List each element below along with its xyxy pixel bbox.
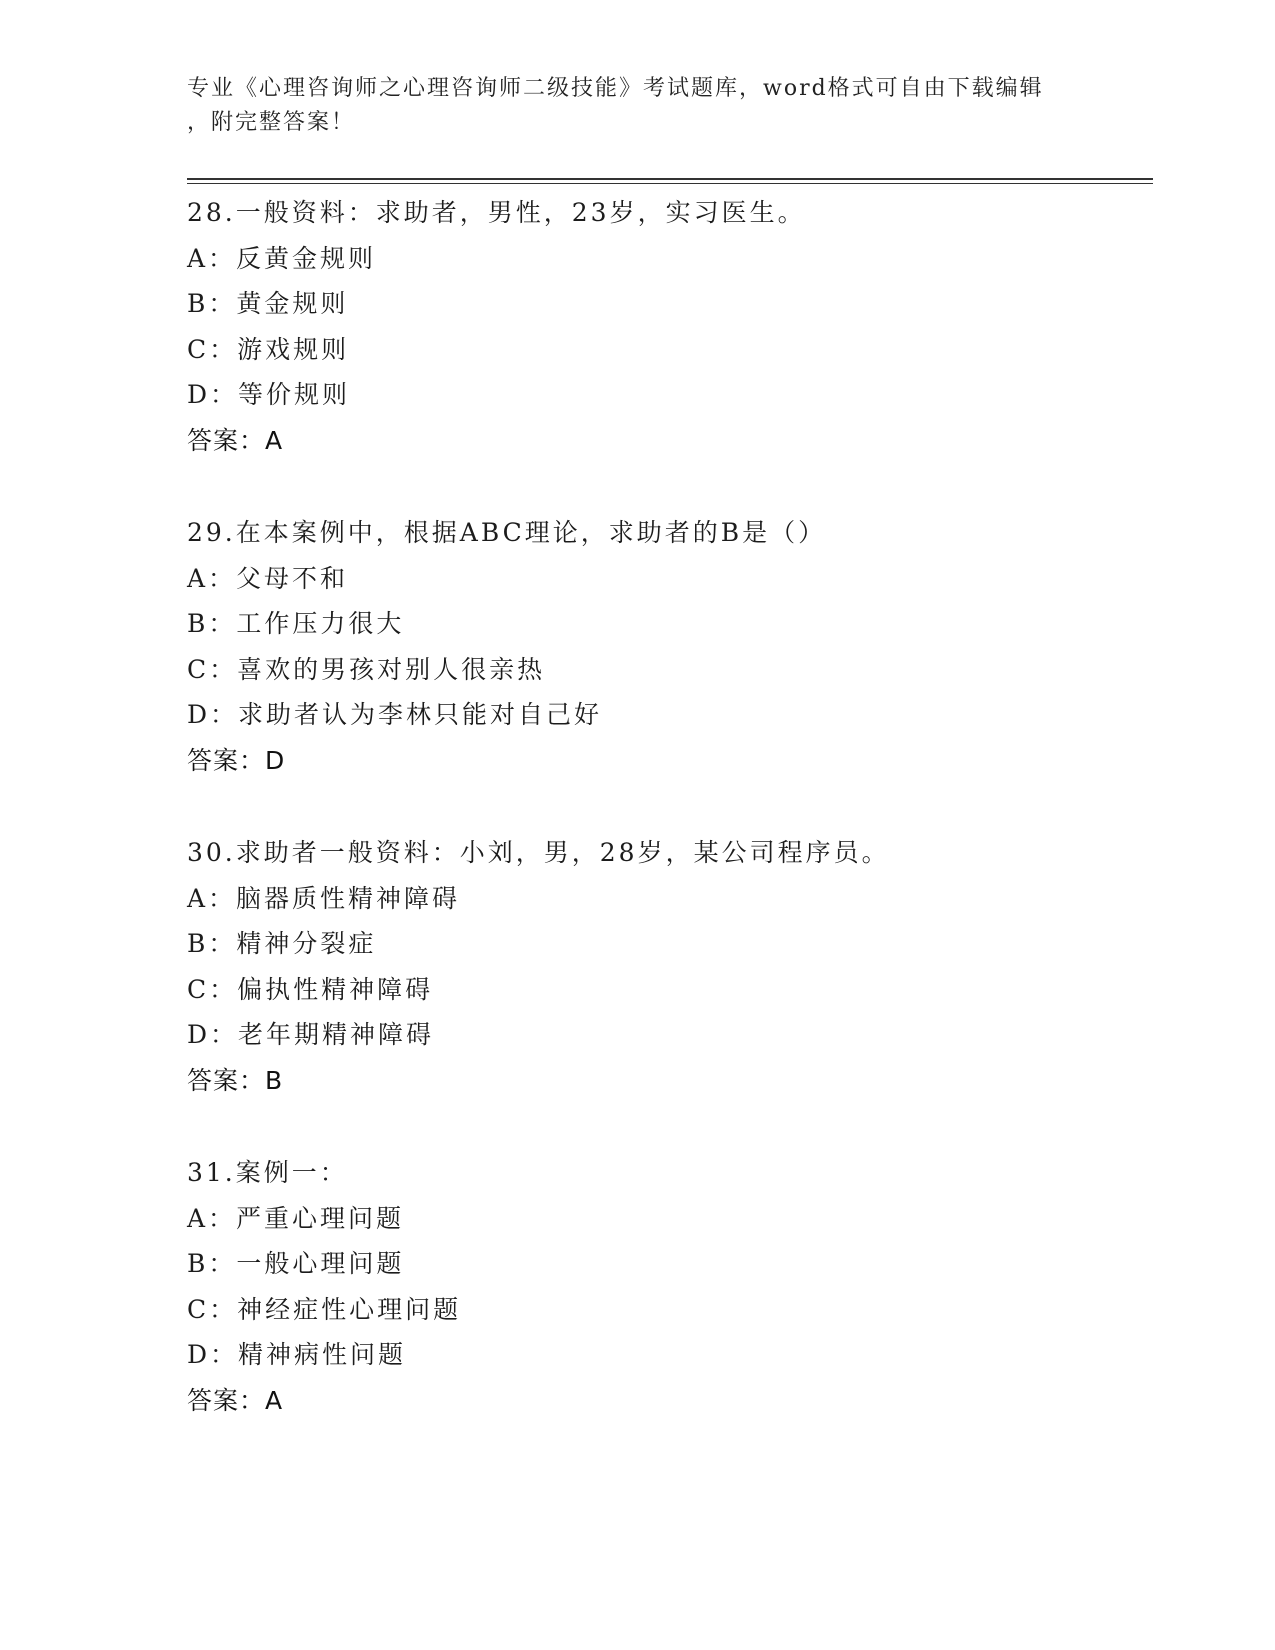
option-a: A：父母不和: [187, 563, 349, 593]
question-30: [187, 830, 1147, 1150]
question-28: [187, 190, 1147, 510]
option-b: B：工作压力很大: [187, 609, 405, 638]
answer-label: 答案：D: [187, 745, 286, 775]
answer-label: 答案：A: [187, 1385, 284, 1415]
option-a: A：严重心理问题: [187, 1203, 405, 1233]
option-d: D：精神病性问题: [187, 1340, 407, 1369]
header-divider-thick: [187, 178, 1153, 180]
document-header: [187, 72, 1087, 140]
header-line-2: ，附完整答案！: [187, 110, 356, 135]
question-stem: 30.求助者一般资料：小刘，男，28岁，某公司程序员。: [187, 838, 890, 867]
answer-label: 答案：B: [187, 1065, 284, 1095]
option-b: B：精神分裂症: [187, 929, 377, 958]
answer-label: 答案：A: [187, 425, 284, 455]
header-line-1: 专业《心理咨询师之心理咨询师二级技能》考试题库，word格式可自由下载编辑: [187, 76, 1044, 101]
question-stem: 28.一般资料：求助者，男性，23岁，实习医生。: [187, 198, 806, 227]
option-d: D：求助者认为李林只能对自己好: [187, 700, 603, 729]
question-list: [187, 190, 1147, 1470]
option-c: C：神经症性心理问题: [187, 1294, 462, 1324]
option-d: D：老年期精神障碍: [187, 1020, 435, 1049]
question-29: [187, 510, 1147, 830]
question-stem: 29.在本案例中，根据ABC理论，求助者的B是（）: [187, 518, 827, 547]
option-c: C：偏执性精神障碍: [187, 974, 434, 1004]
option-b: B：一般心理问题: [187, 1249, 405, 1278]
option-d: D：等价规则: [187, 380, 351, 409]
option-c: C：喜欢的男孩对别人很亲热: [187, 654, 546, 684]
option-a: A：脑器质性精神障碍: [187, 883, 461, 913]
option-a: A：反黄金规则: [187, 243, 377, 273]
question-31: [187, 1150, 1147, 1470]
header-divider-thin: [187, 183, 1153, 184]
question-stem: 31.案例一：: [187, 1158, 348, 1187]
option-b: B：黄金规则: [187, 289, 349, 318]
option-c: C：游戏规则: [187, 334, 350, 364]
